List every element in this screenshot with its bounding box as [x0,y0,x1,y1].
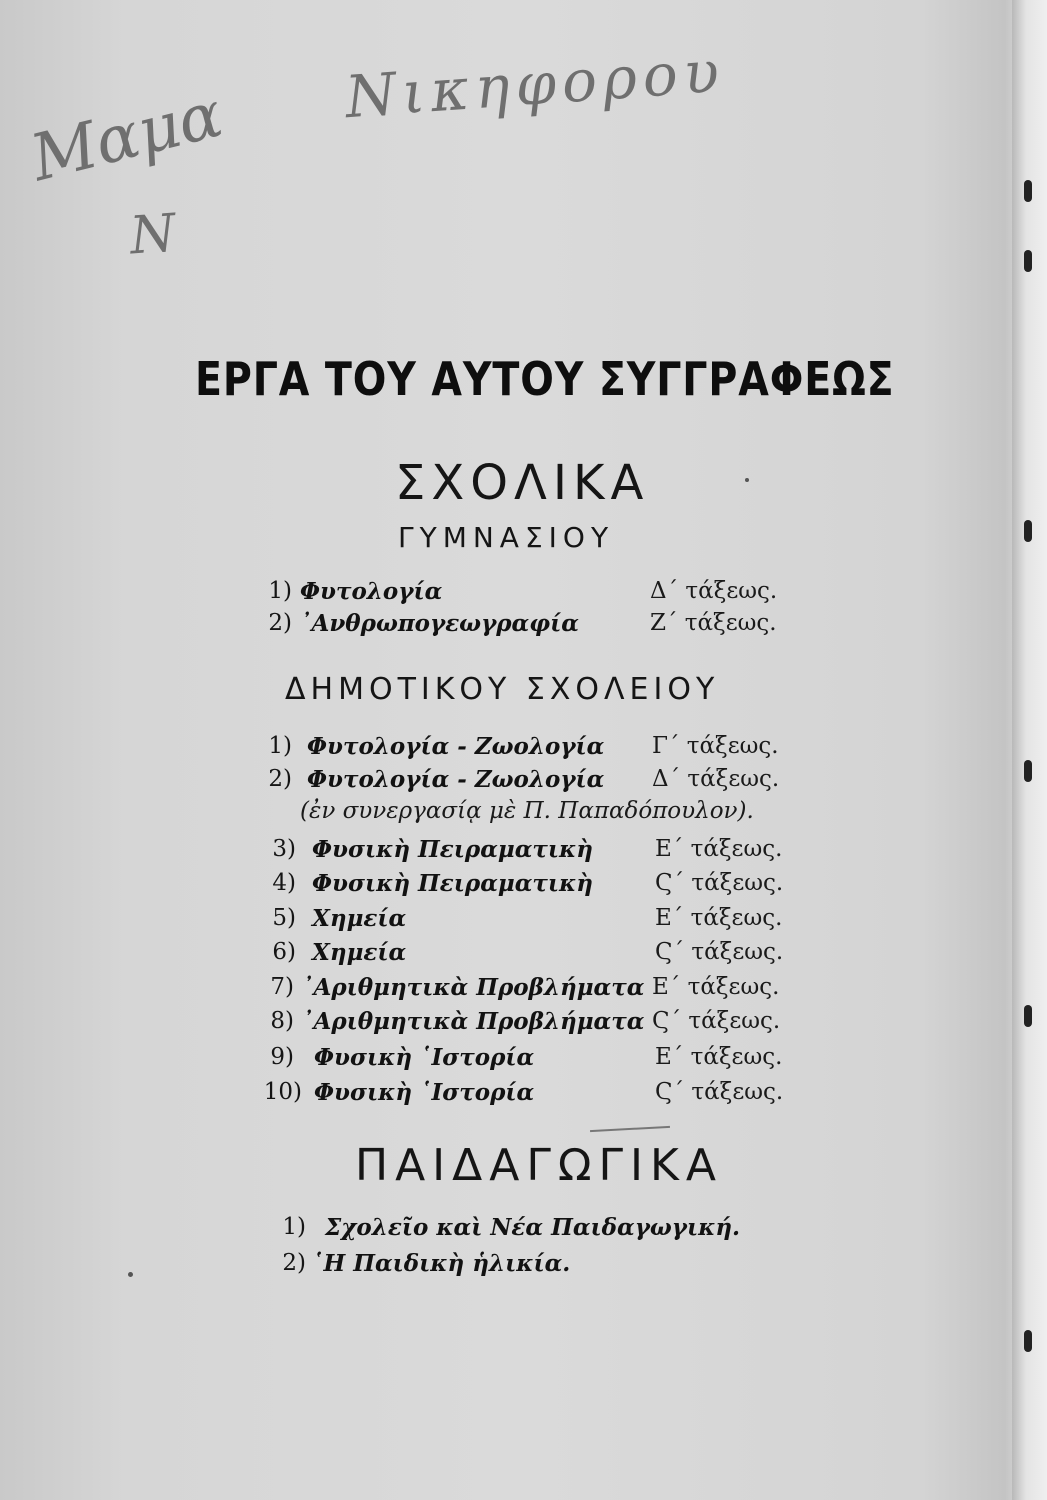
list-item [0,766,1047,800]
item-title: ᾿Ανθρωπογεωγραφία [300,610,579,637]
binding-hole [1024,250,1032,272]
item-class: Δ΄ τάξεως. [652,766,780,792]
list-item [0,1008,1047,1042]
item-number: 2) [268,766,292,792]
item-title: Χημεία [312,939,407,966]
handwritten-inscription: Μαμα [23,77,230,197]
item-class: Γ΄ τάξεως. [652,733,779,759]
binding-hole [1024,180,1032,202]
list-item [0,610,1047,644]
list-item [0,974,1047,1008]
item-title: Φυτολογία [300,578,443,605]
list-item [0,1250,1047,1284]
item-number: 3) [272,836,296,862]
list-item [0,1079,1047,1113]
item-number: 1) [268,733,292,759]
item-title: Φυσικὴ Πειραματικὴ [312,836,593,863]
list-item [0,1044,1047,1078]
item-number: 5) [272,905,296,931]
list-item [0,578,1047,612]
item-title: Σχολεῖο καὶ Νέα Παιδαγωγική. [325,1214,741,1241]
item-number: 2) [282,1250,306,1276]
item-title: Χημεία [312,905,407,932]
item-number: 8) [270,1008,294,1034]
binding-hole [1024,520,1032,542]
list-item [0,836,1047,870]
item-class: Ϛ΄ τάξεως. [655,939,784,965]
ink-mark [590,1126,670,1132]
item-title: ᾿Αριθμητικὰ Προβλήματα [302,1008,645,1035]
item-number: 2) [268,610,292,636]
item-class: Ϛ΄ τάξεως. [652,1008,781,1034]
item-number: 10) [263,1079,302,1105]
item-number: 6) [272,939,296,965]
handwritten-inscription: Ν [127,203,178,267]
list-item [0,870,1047,904]
list-item [0,1214,1047,1248]
item-title: Φυτολογία - Ζωολογία [307,733,605,760]
item-class: Ε΄ τάξεως. [652,974,780,1000]
paper-speck [128,1272,133,1277]
binding-hole [1024,1330,1032,1352]
subsection-heading-gymnasiou: ΓΥΜΝΑΣΙΟΥ [398,521,615,554]
subsection-heading-dimotikou: ΔΗΜΟΤΙΚΟΥ ΣΧΟΛΕΙΟΥ [285,672,720,707]
item-number: 7) [270,974,294,1000]
collaboration-note: (ἐν συνεργασίᾳ μὲ Π. Παπαδόπουλον). [300,798,754,824]
item-class: Ζ΄ τάξεως. [650,610,777,636]
section-heading-paidagogika: ΠΑΙΔΑΓΩΓΙΚΑ [355,1140,723,1191]
item-class: Ϛ΄ τάξεως. [655,870,784,896]
item-class: Ϛ΄ τάξεως. [655,1079,784,1105]
list-item [0,733,1047,767]
item-number: 4) [272,870,296,896]
handwritten-inscription: Νικηφορου [343,36,728,132]
item-number: 9) [270,1044,294,1070]
list-item [0,905,1047,939]
item-class: Ε΄ τάξεως. [655,836,783,862]
item-number: 1) [282,1214,306,1240]
item-title: Φυτολογία - Ζωολογία [307,766,605,793]
section-heading-scholika: ΣΧΟΛΙΚΑ [395,455,650,511]
item-title: Φυσικὴ Πειραματικὴ [312,870,593,897]
item-title: ᾿Αριθμητικὰ Προβλήματα [302,974,645,1001]
item-class: Ε΄ τάξεως. [655,1044,783,1070]
item-number: 1) [268,578,292,604]
item-title: Φυσικὴ ῾Ιστορία [314,1079,535,1106]
item-class: Δ΄ τάξεως. [650,578,778,604]
item-title: Φυσικὴ ῾Ιστορία [314,1044,535,1071]
list-item [0,939,1047,973]
paper-speck [745,478,749,482]
page-title: ΕΡΓΑ ΤΟΥ ΑΥΤΟΥ ΣΥΓΓΡΑΦΕΩΣ [195,352,895,406]
item-title: ῾Η Παιδικὴ ἡλικία. [312,1250,571,1277]
item-class: Ε΄ τάξεως. [655,905,783,931]
